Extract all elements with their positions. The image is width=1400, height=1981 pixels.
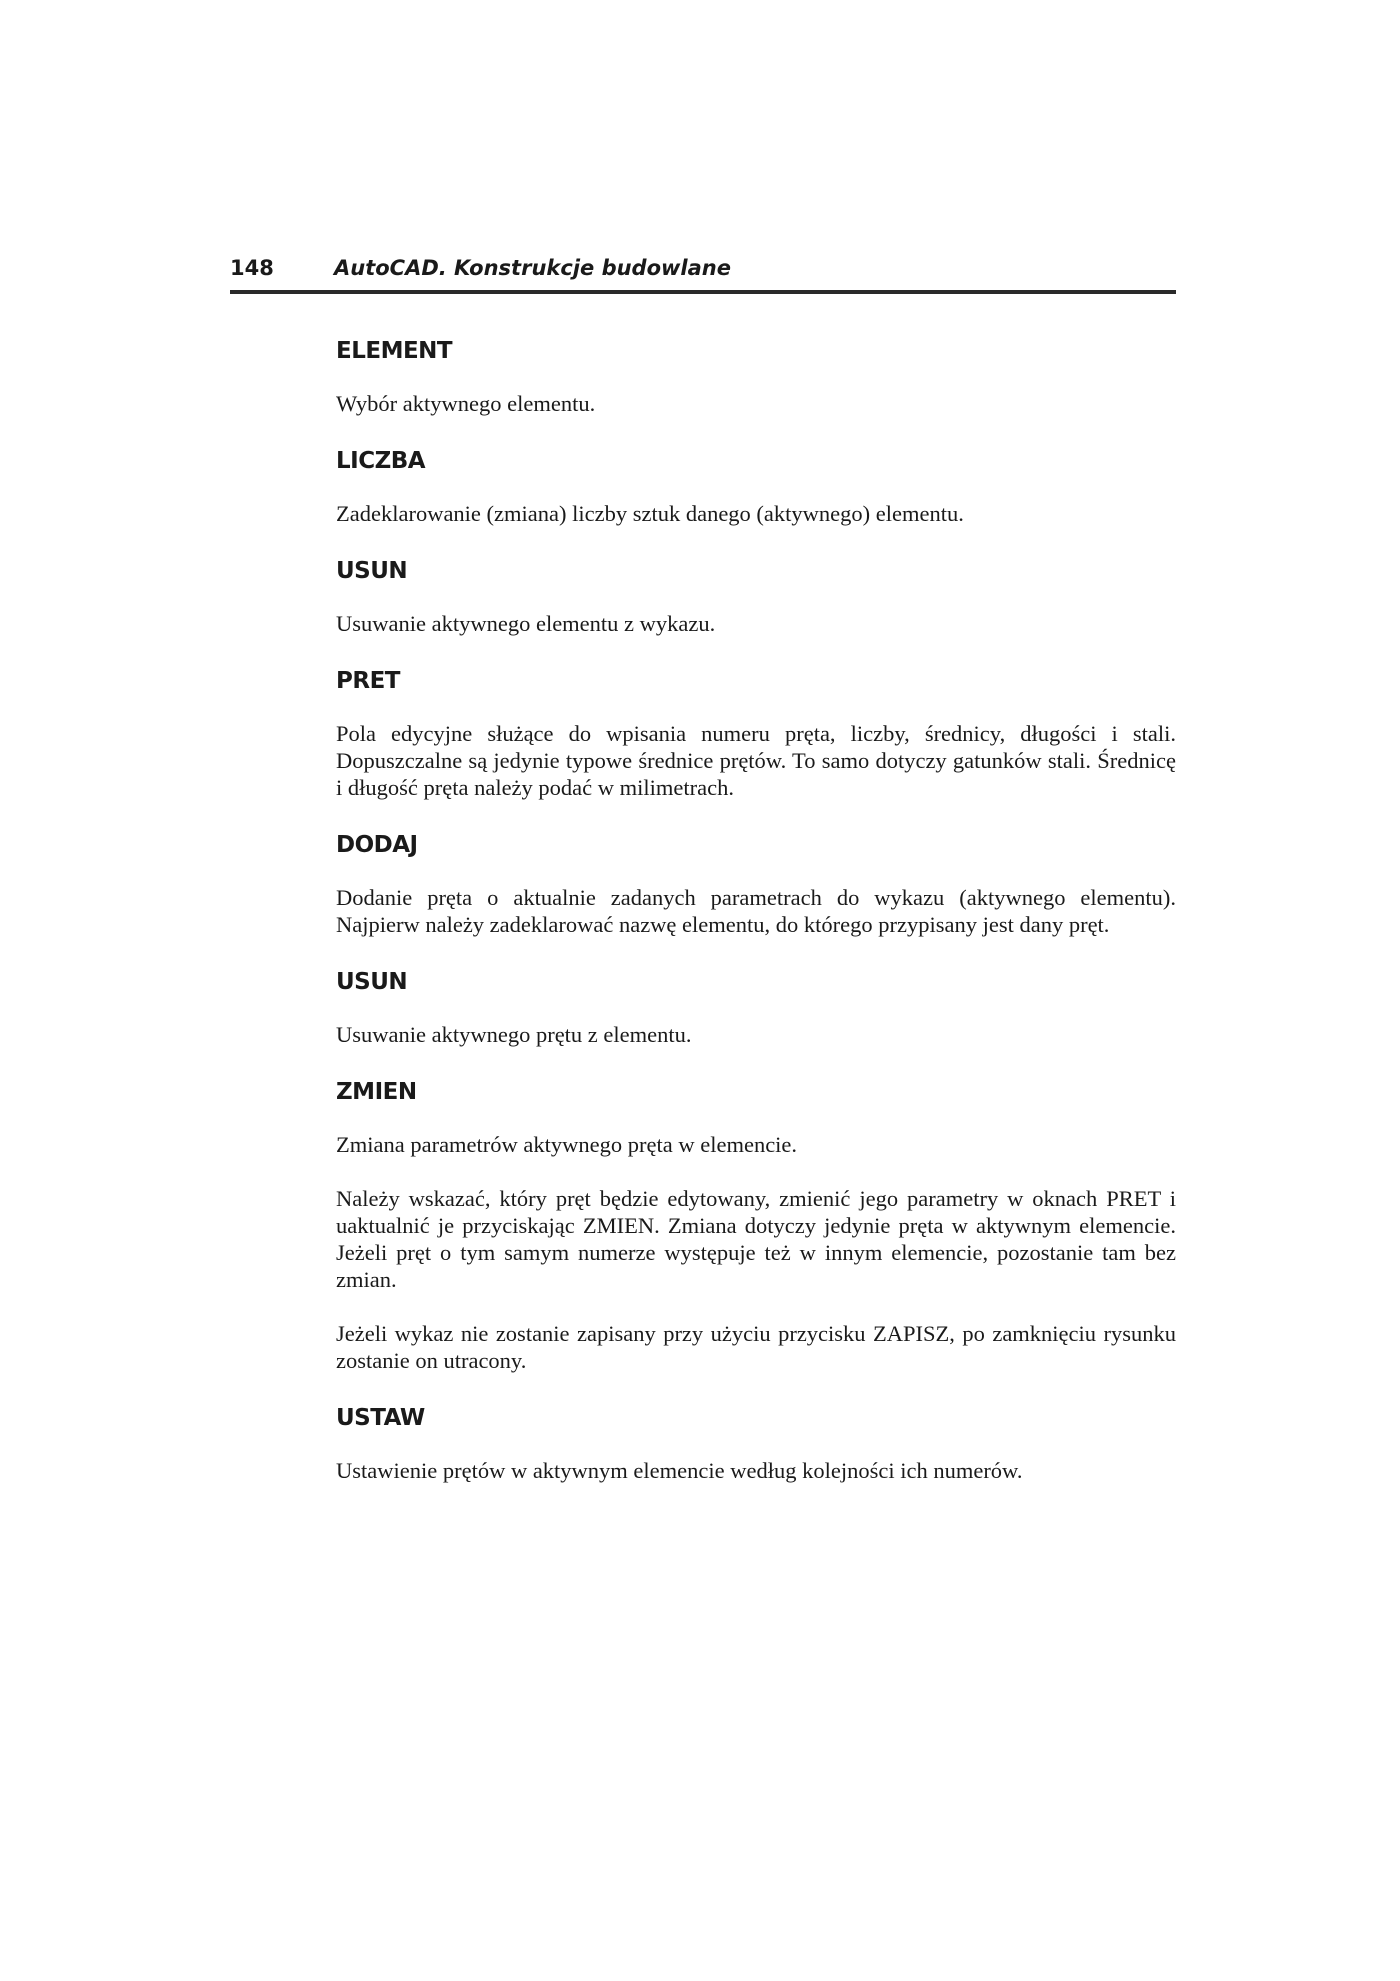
section-text: Dodanie pręta o aktualnie zadanych parametrach do wykazu (aktywnego elementu). Najpierw należy zadeklarować nazwę elementu, do którego przypisany jest dany pręt. [336, 885, 1176, 937]
section-text: Zmiana parametrów aktywnego pręta w elemencie. [336, 1132, 798, 1157]
section-text: Usuwanie aktywnego prętu z elementu. [336, 1022, 692, 1047]
book-title: AutoCAD. Konstrukcje budowlane [334, 256, 731, 280]
section-text: Wybór aktywnego elementu. [336, 391, 596, 416]
section-zmien [336, 1077, 1176, 1374]
section-heading: DODAJ [336, 832, 418, 858]
section-heading: ELEMENT [336, 338, 453, 364]
section-text: Zadeklarowanie (zmiana) liczby sztuk danego (aktywnego) elementu. [336, 501, 964, 526]
section-text: Pola edycyjne służące do wpisania numeru pręta, liczby, średnicy, długości i stali. Dopuszczalne są jedynie typowe średnice prętów. To samo dotyczy gatunków stali. Średnicę i długość pręta należy podać w milimetrach. [336, 721, 1176, 800]
page-number: 148 [230, 256, 274, 280]
section-heading: USUN [336, 969, 408, 995]
section-liczba [336, 446, 1176, 527]
section-usun-pret [336, 967, 1176, 1048]
section-pret [336, 666, 1176, 801]
section-text: Należy wskazać, który pręt będzie edytowany, zmienić jego parametry w oknach PRET i uaktualnić je przyciskając ZMIEN. Zmiana dotyczy jedynie pręta w aktywnym elemencie. Jeżeli pręt o tym samym numerze występuje też w innym elemencie, pozostanie tam bez zmian. [336, 1186, 1176, 1292]
section-text: Jeżeli wykaz nie zostanie zapisany przy użyciu przycisku ZAPISZ, po zamknięciu rysunku zostanie on utracony. [336, 1321, 1176, 1373]
section-usun-element [336, 556, 1176, 637]
section-heading: USUN [336, 558, 408, 584]
section-ustaw [336, 1403, 1176, 1484]
section-heading: ZMIEN [336, 1079, 417, 1105]
section-text: Ustawienie prętów w aktywnym elemencie według kolejności ich numerów. [336, 1458, 1023, 1483]
section-heading: PRET [336, 668, 400, 694]
section-heading: USTAW [336, 1405, 425, 1431]
page-body [336, 336, 1176, 1513]
section-text: Usuwanie aktywnego elementu z wykazu. [336, 611, 716, 636]
section-heading: LICZBA [336, 448, 426, 474]
section-element [336, 336, 1176, 417]
section-dodaj [336, 830, 1176, 938]
running-header [230, 254, 1176, 294]
